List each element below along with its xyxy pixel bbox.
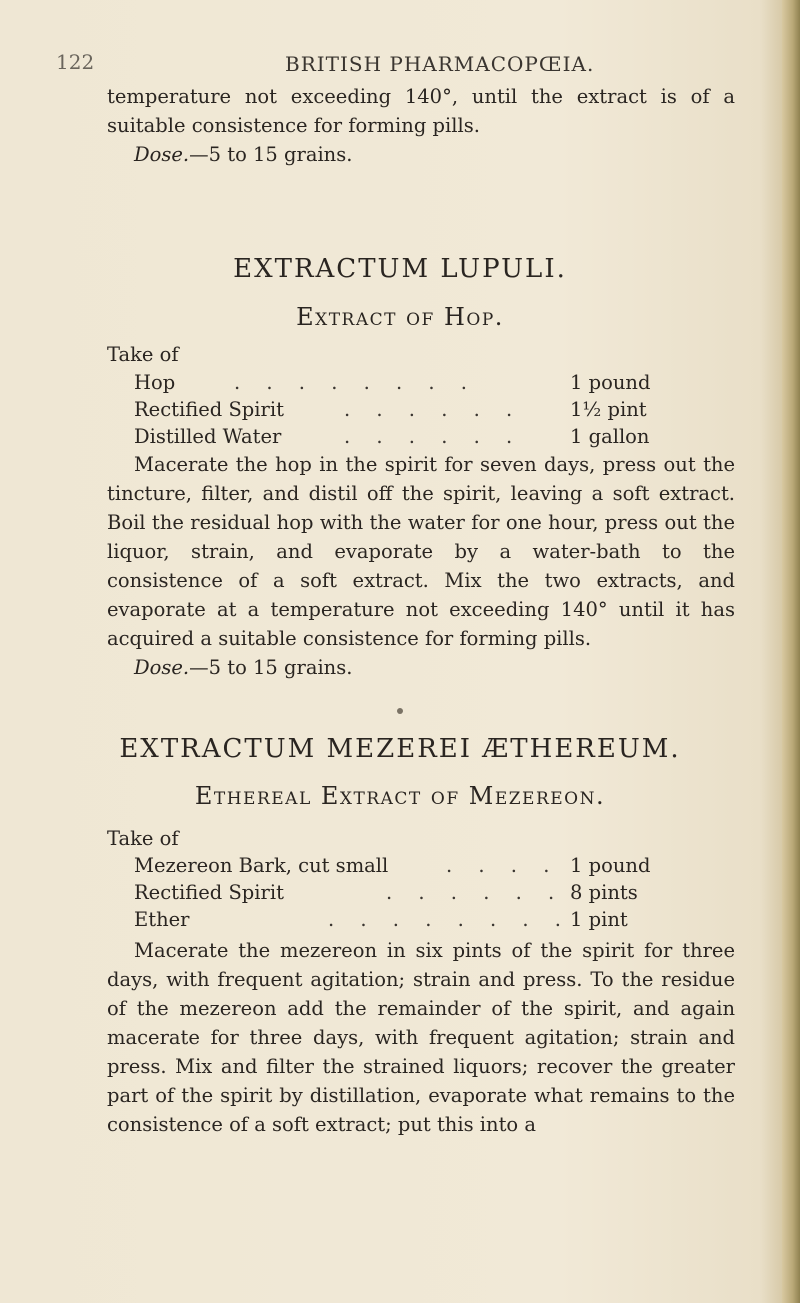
ingredient-row [134,881,754,908]
ink-speck [397,708,403,714]
ingredient-name: Hop [134,371,176,394]
dose-lupuli [134,656,352,679]
ingredient-name: Mezereon Bark, cut small [134,854,389,877]
page-number: 122 [56,50,95,74]
ingredient-quantity: 1 pound [570,854,651,877]
intro-dose [134,143,352,166]
ingredient-name: Ether [134,908,190,931]
ingredient-leader-dots: . . . . . . [344,398,523,421]
directions-mezerei: Macerate the mezereon in six pints of the spirit for three days, with frequent agitation; strain and press. To the residue of the mezereon add the remainder of the spirit, and again macerate for three days, with frequent agitation; strain and press. Mix and filter the strained liquors; recover the greater part of the spirit by distillation, evaporate what remains to the consistence of a soft extract; put this into a [107,939,735,1136]
ingredients-lupuli [134,371,754,452]
take-of-lupuli: Take of [107,343,179,366]
ingredient-leader-dots: . . . . . . [386,881,565,904]
section-subtitle-lupuli: Extract of Hop. [296,303,504,331]
section-title-lupuli: EXTRACTUM LUPULI. [233,254,567,284]
ingredient-quantity: 1 pint [570,908,628,931]
take-of-mezerei: Take of [107,827,179,850]
ingredient-row [134,398,754,425]
ingredient-row [134,371,754,398]
dose-label: Dose. [134,656,190,679]
ingredient-name: Distilled Water [134,425,282,448]
ingredient-name: Rectified Spirit [134,398,284,421]
ingredient-row [134,854,754,881]
running-head: BRITISH PHARMACOPŒIA. [285,52,595,76]
ingredients-mezerei [134,854,754,935]
ingredient-leader-dots: . . . . [446,854,560,877]
directions-lupuli: Macerate the hop in the spirit for seven days, press out the tincture, filter, and distil off the spirit, leaving a soft extract. Boil the residual hop with the water for one hour, press out the liquor, strain, and evaporate by a water-bath to the consistence of a soft extract. Mix the two extracts, and evaporate at a temperature not exceeding 140° until it has acquired a suitable consistence for forming pills. [107,453,735,650]
dose-text: —5 to 15 grains. [189,656,353,679]
ingredient-quantity: 1 pound [570,371,651,394]
dose-label: Dose. [134,143,190,166]
page-header [0,50,800,86]
ingredient-name: Rectified Spirit [134,881,284,904]
intro-paragraph: temperature not exceeding 140°, until the extract is of a suitable consistence for forming pills. [107,85,735,137]
ingredient-leader-dots: . . . . . . . . [234,371,477,394]
ingredient-row [134,908,754,935]
ingredient-quantity: 1½ pint [570,398,647,421]
ingredient-quantity: 8 pints [570,881,638,904]
section-title-mezerei: EXTRACTUM MEZEREI ÆTHEREUM. [119,734,681,764]
section-subtitle-mezerei: Ethereal Extract of Mezereon. [194,782,606,810]
ingredient-row [134,425,754,452]
ingredient-leader-dots: . . . . . . [344,425,523,448]
ingredient-leader-dots: . . . . . . . . [328,908,571,931]
page-edge [782,0,800,1303]
ingredient-quantity: 1 gallon [570,425,650,448]
dose-text: —5 to 15 grains. [189,143,353,166]
